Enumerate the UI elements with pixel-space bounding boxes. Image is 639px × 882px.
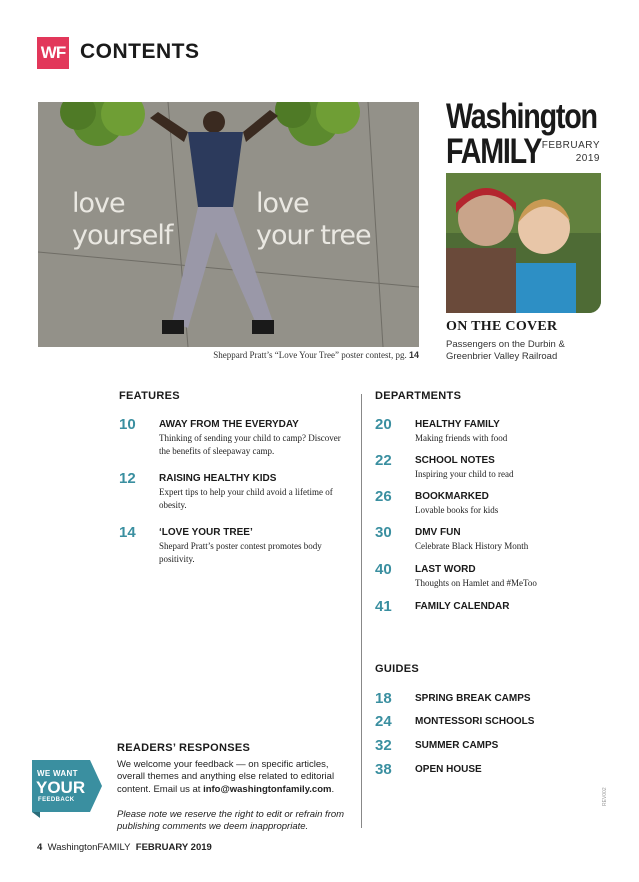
page-footer bbox=[37, 842, 212, 853]
side-code: REV002 bbox=[602, 787, 608, 806]
footer-brand: WashingtonFAMILY bbox=[47, 842, 131, 853]
badge-line1: WE WANT bbox=[37, 769, 78, 778]
magazine-title-family: FAMILY bbox=[446, 132, 542, 171]
hero-text-right-line1: love bbox=[256, 188, 309, 219]
cover-photo-illustration bbox=[446, 173, 601, 313]
hero-photo bbox=[38, 102, 419, 347]
footer-page-number: 4 bbox=[37, 842, 43, 853]
department-description: Celebrate Black History Month bbox=[415, 541, 529, 551]
readers-body-end: . bbox=[331, 783, 335, 795]
feature-page-number: 10 bbox=[119, 416, 136, 433]
guide-title: SPRING BREAK CAMPS bbox=[415, 693, 531, 704]
hero-text-left-line1: love bbox=[72, 188, 125, 219]
department-page-number: 22 bbox=[375, 452, 392, 469]
cover-description: Passengers on the Durbin & Greenbrier Valley Railroad bbox=[446, 339, 565, 363]
feature-description: Shepard Pratt’s poster contest promotes body positivity. bbox=[159, 541, 322, 565]
hero-text-left-line2: yourself bbox=[72, 220, 173, 252]
feature-description: Expert tips to help your child avoid a lifetime of obesity. bbox=[159, 487, 333, 511]
guide-page-number: 32 bbox=[375, 737, 392, 754]
department-description: Thoughts on Hamlet and #MeToo bbox=[415, 578, 537, 588]
hero-caption-page[interactable]: 14 bbox=[408, 350, 419, 360]
guide-page-number: 38 bbox=[375, 761, 392, 778]
department-title: BOOKMARKED bbox=[415, 491, 489, 502]
readers-email-link[interactable]: info@washingtonfamily.com bbox=[203, 783, 332, 795]
department-description: Making friends with food bbox=[415, 433, 508, 443]
guide-title: SUMMER CAMPS bbox=[415, 740, 499, 751]
department-title: SCHOOL NOTES bbox=[415, 455, 495, 466]
department-page-number: 30 bbox=[375, 524, 392, 541]
feature-title: ‘LOVE YOUR TREE’ bbox=[159, 527, 253, 538]
department-title: HEALTHY FAMILY bbox=[415, 419, 500, 430]
hero-text-right bbox=[256, 188, 371, 253]
department-page-number: 26 bbox=[375, 488, 392, 505]
feature-description: Thinking of sending your child to camp? Discover the benefits of sleepaway camp. bbox=[159, 433, 341, 457]
department-title: LAST WORD bbox=[415, 564, 476, 575]
department-page-number: 41 bbox=[375, 598, 392, 615]
wf-logo: WF bbox=[37, 37, 69, 69]
readers-body bbox=[117, 759, 357, 796]
cover-date bbox=[542, 140, 600, 165]
page-title: CONTENTS bbox=[80, 40, 200, 63]
department-description: Lovable books for kids bbox=[415, 505, 499, 515]
departments-heading: DEPARTMENTS bbox=[375, 390, 462, 402]
hero-caption-text: Sheppard Pratt’s “Love Your Tree” poster contest, pg. bbox=[213, 350, 407, 360]
magazine-title: Washington bbox=[446, 97, 597, 136]
cover-month: FEBRUARY bbox=[541, 140, 600, 151]
readers-body-text: We welcome your feedback — on specific articles, overall themes and anything else related to editorial content. Email us at bbox=[117, 759, 335, 795]
readers-note: Please note we reserve the right to edit or refrain from publishing comments we deem inappropriate. bbox=[117, 809, 345, 833]
guide-page-number: 18 bbox=[375, 690, 392, 707]
feature-page-number: 12 bbox=[119, 470, 136, 487]
hero-caption bbox=[213, 350, 419, 360]
department-page-number: 40 bbox=[375, 561, 392, 578]
department-description: Inspiring your child to read bbox=[415, 469, 514, 479]
cover-year: 2019 bbox=[575, 152, 600, 164]
guide-title: MONTESSORI SCHOOLS bbox=[415, 716, 535, 727]
feature-title: RAISING HEALTHY KIDS bbox=[159, 473, 277, 484]
feedback-badge bbox=[30, 758, 104, 818]
department-title: DMV FUN bbox=[415, 527, 461, 538]
guide-page-number: 24 bbox=[375, 713, 392, 730]
department-title: FAMILY CALENDAR bbox=[415, 601, 510, 612]
footer-issue: FEBRUARY 2019 bbox=[135, 842, 212, 853]
on-the-cover-heading: ON THE COVER bbox=[446, 319, 558, 334]
department-page-number: 20 bbox=[375, 416, 392, 433]
hero-text-left bbox=[72, 188, 172, 253]
features-heading: FEATURES bbox=[119, 390, 180, 402]
cover-photo bbox=[446, 173, 601, 313]
hero-text-right-line2: your tree bbox=[256, 220, 371, 252]
badge-line3: FEEDBACK bbox=[38, 797, 75, 803]
readers-responses-heading: READERS’ RESPONSES bbox=[117, 742, 251, 754]
guides-heading: GUIDES bbox=[375, 663, 419, 675]
badge-line2: YOUR bbox=[36, 778, 86, 797]
column-divider bbox=[361, 394, 362, 828]
guide-title: OPEN HOUSE bbox=[415, 764, 482, 775]
feature-title: AWAY FROM THE EVERYDAY bbox=[159, 419, 299, 430]
feature-page-number: 14 bbox=[119, 524, 136, 541]
